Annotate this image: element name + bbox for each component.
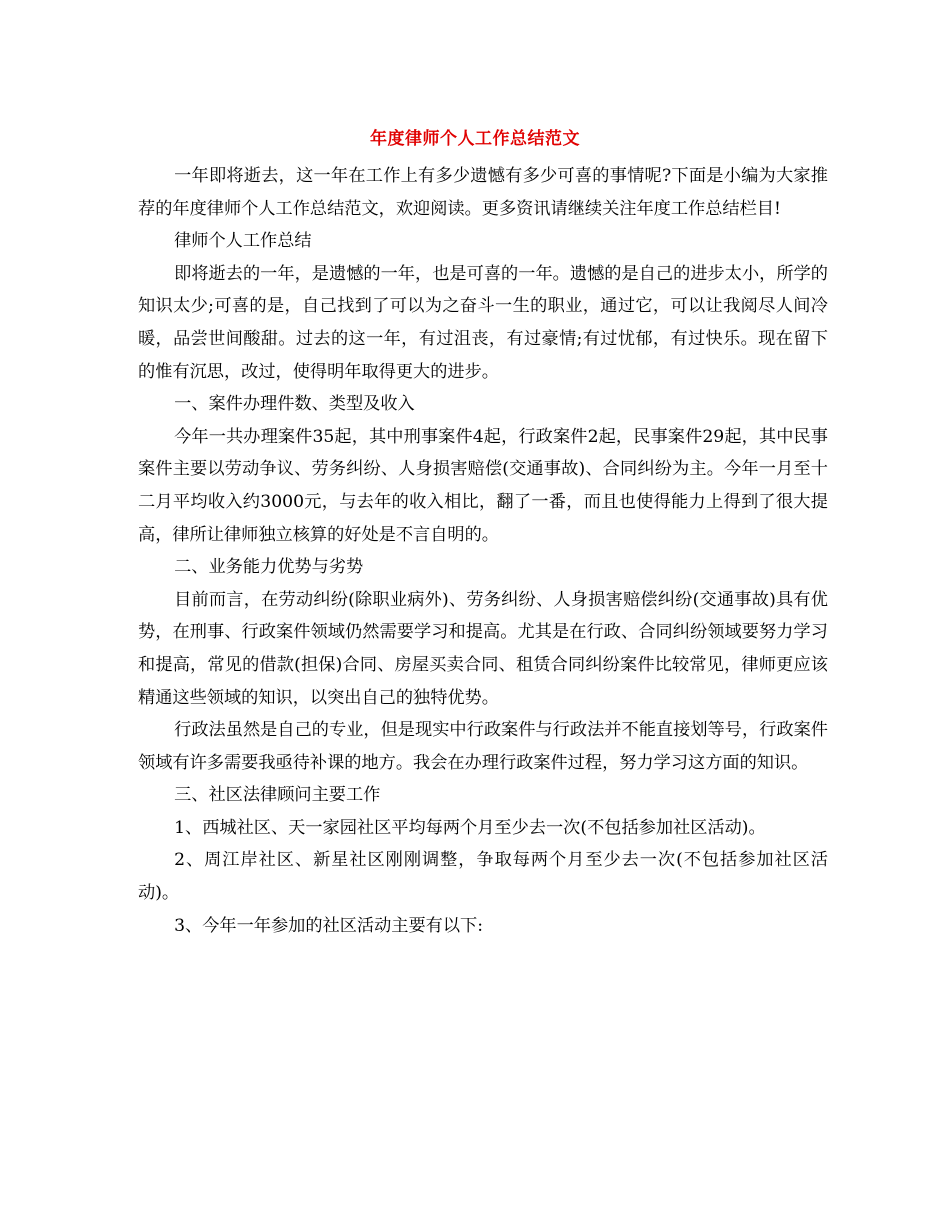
document-body — [138, 160, 828, 942]
section-heading-cases: 一、案件办理件数、类型及收入 — [174, 394, 415, 415]
document-title: 年度律师个人工作总结范文 — [370, 129, 580, 149]
cases-paragraph: 今年一共办理案件35起，其中刑事案件4起，行政案件2起，民事案件29起，其中民事案件主要以劳动争议、劳务纠纷、人身损害赔偿(交通事故)、合同纠纷为主。今年一月至十二月平均收入约3000元，与去年的收入相比，翻了一番，而且也使得能力上得到了很大提高，律所让律师独立核算的好处是不言自明的。 — [138, 426, 828, 545]
section-heading-strengths: 二、业务能力优势与劣势 — [174, 557, 364, 578]
strengths-paragraph: 目前而言，在劳动纠纷(除职业病外)、劳务纠纷、人身损害赔偿纠纷(交通事故)具有优势，在刑事、行政案件领域仍然需要学习和提高。尤其是在行政、合同纠纷领域要努力学习和提高，常见的借款(担保)合同、房屋买卖合同、租赁合同纠纷案件比较常见，律师更应该精通这些领域的知识，以突出自己的独特优势。 — [138, 589, 828, 708]
section-heading-summary: 律师个人工作总结 — [174, 231, 312, 252]
community-item-2: 2、周江岸社区、新星社区刚刚调整，争取每两个月至少去一次(不包括参加社区活动)。 — [138, 850, 828, 904]
summary-paragraph: 即将逝去的一年，是遗憾的一年，也是可喜的一年。遗憾的是自己的进步太小，所学的知识太少;可喜的是，自己找到了可以为之奋斗一生的职业，通过它，可以让我阅尽人间冷暖，品尝世间酸甜。过去的这一年，有过沮丧，有过豪情;有过忧郁，有过快乐。现在留下的惟有沉思，改过，使得明年取得更大的进步。 — [138, 263, 828, 382]
community-item-3: 3、今年一年参加的社区活动主要有以下: — [174, 915, 484, 936]
intro-paragraph: 一年即将逝去，这一年在工作上有多少遗憾有多少可喜的事情呢?下面是小编为大家推荐的年度律师个人工作总结范文，欢迎阅读。更多资讯请继续关注年度工作总结栏目! — [138, 166, 828, 219]
administrative-law-paragraph: 行政法虽然是自己的专业，但是现实中行政案件与行政法并不能直接划等号，行政案件领域有许多需要我亟待补课的地方。我会在办理行政案件过程，努力学习这方面的知识。 — [138, 720, 828, 773]
community-item-1: 1、西城社区、天一家园社区平均每两个月至少去一次(不包括参加社区活动)。 — [174, 817, 766, 838]
section-heading-community: 三、社区法律顾问主要工作 — [174, 785, 381, 806]
